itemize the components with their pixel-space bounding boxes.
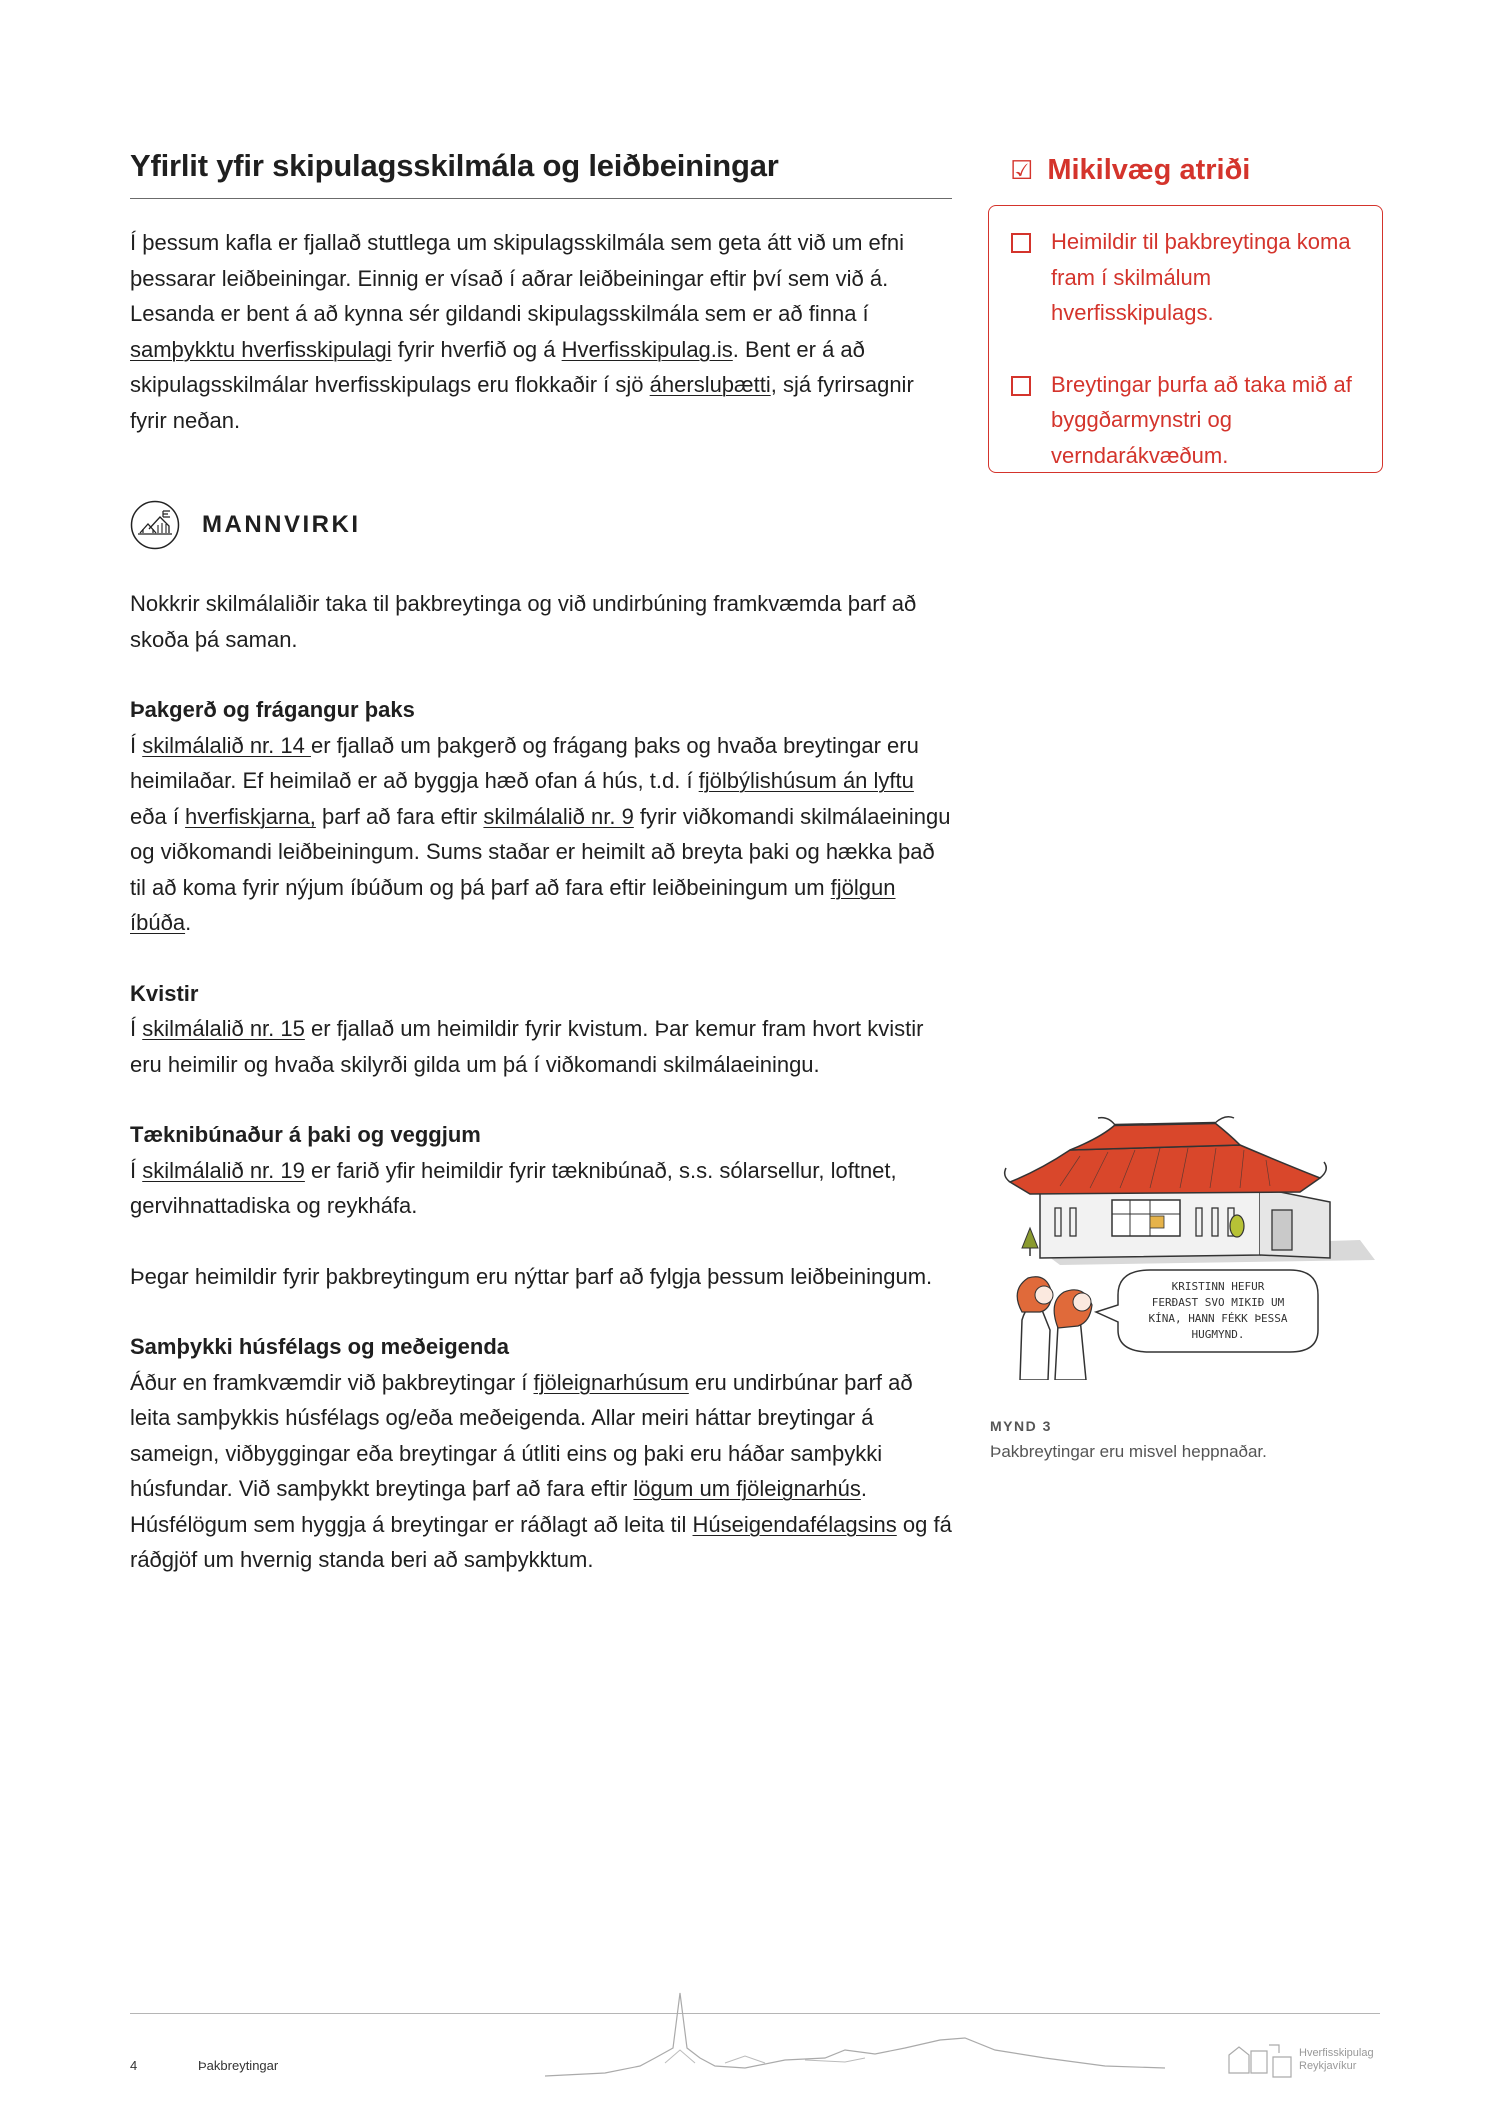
city-skyline-icon xyxy=(545,1988,1165,2078)
text: eða í xyxy=(130,803,186,829)
callout-column xyxy=(988,148,1383,473)
pagoda-house-illustration xyxy=(1000,1090,1390,1380)
tech-paragraph xyxy=(130,1153,952,1224)
checkbox-icon xyxy=(1011,376,1031,396)
logo-line: Reykjavíkur xyxy=(1299,2060,1357,2072)
approval-paragraph xyxy=(130,1365,952,1578)
callout-item xyxy=(1011,367,1360,474)
text: . Bent er á að skipulagsskilmálar hverfisskipulags eru flokkaðir í sjö xyxy=(130,336,865,397)
callout-title: Mikilvæg atriði xyxy=(1047,153,1251,186)
callout-item-text: Heimildir til þakbreytinga koma fram í skilmálum hverfisskipulags. xyxy=(1051,229,1351,325)
text: eru undirbúnar þarf að leita samþykkis húsfélags og/eða meðeigenda. Allar meiri háttar breytingar á sameign, viðbyggingar eða breytingar á útliti eins og þaki eru háðar samþykki húsfundar. Við samþykkt breytinga þarf að fara eftir xyxy=(130,1369,913,1501)
text: Í xyxy=(130,1157,143,1183)
link-hverfisskipulag-site[interactable]: Hverfisskipulag.is xyxy=(561,336,733,362)
text: fyrir hverfið og á xyxy=(391,336,562,362)
note-paragraph: Þegar heimildir fyrir þakbreytingum eru nýttar þarf að fylgja þessum leiðbeiningum. xyxy=(130,1263,933,1289)
dormer-heading: Kvistir xyxy=(130,980,199,1006)
link-homeowners-association[interactable]: Húseigendafélagsins xyxy=(692,1511,897,1537)
section-heading xyxy=(130,498,952,552)
roof-heading: Þakgerð og frágangur þaks xyxy=(130,697,415,722)
callout-item-text: Breytingar þurfa að taka mið af byggðarmynstri og verndarákvæðum. xyxy=(1051,371,1352,468)
bubble-line: KÍNA, HANN FÉKK ÞESSA xyxy=(1148,1312,1288,1325)
text: þarf að fara eftir xyxy=(315,803,484,829)
text: er fjallað um þakgerð og frágang þaks og hvaða breytingar eru heimilaðar. Ef heimilað er að byggja hæð ofan á hús, t.d. í xyxy=(130,732,919,793)
bubble-line: KRISTINN HEFUR xyxy=(1171,1280,1265,1293)
callout-item xyxy=(1011,224,1360,331)
link-clause-9[interactable]: skilmálalið nr. 9 xyxy=(483,803,634,829)
link-neighbourhood-core[interactable]: hverfiskjarna, xyxy=(185,803,316,829)
link-apartments-no-lift[interactable]: fjölbýlishúsum án lyftu xyxy=(698,768,914,793)
text: Áður en framkvæmdir við þakbreytingar í xyxy=(130,1369,534,1395)
text: er farið yfir heimildir fyrir tæknibúnað, s.s. sólarsellur, loftnet, gervihnattadiska og reykháfa. xyxy=(130,1157,897,1218)
bubble-line: FERÐAST SVO MIKIÐ UM xyxy=(1151,1296,1285,1309)
link-approved-plan[interactable]: samþykktu hverfisskipulagi xyxy=(130,336,392,362)
link-clause-14[interactable]: skilmálalið nr. 14 xyxy=(142,732,311,758)
page-title: Yfirlit yfir skipulagsskilmála og leiðbeiningar xyxy=(130,148,952,199)
checkbox-checked-icon: ☑ xyxy=(1010,154,1034,185)
building-roof-icon xyxy=(130,500,180,550)
footer-logo xyxy=(1227,2040,1382,2080)
figure-label: MYND 3 xyxy=(990,1418,1052,1434)
callout-heading xyxy=(988,148,1383,192)
logo-line: Hverfisskipulag xyxy=(1299,2047,1374,2059)
link-multi-owner-act[interactable]: lögum um fjöleignarhús xyxy=(633,1476,861,1501)
link-multi-owner-buildings[interactable]: fjöleignarhúsum xyxy=(533,1369,689,1395)
text: Í xyxy=(130,732,143,758)
text: Í þessum kafla er fjallað stuttlega um skipulagsskilmála sem geta átt við um efni þessarar leiðbeiningar. Einnig er vísað í aðrar leiðbeiningar eftir því sem við á. Lesanda er bent á að kynna sér gildandi skipulagsskilmála sem er að finna í xyxy=(130,230,905,326)
text: og fá ráðgjöf um hvernig standa beri að samþykktum. xyxy=(130,1511,952,1572)
text: . xyxy=(185,910,192,935)
checkbox-icon xyxy=(1011,233,1031,253)
section-intro: Nokkrir skilmálaliðir taka til þakbreytinga og við undirbúning framkvæmda þarf að skoða þá saman. xyxy=(130,591,917,652)
text: fyrir viðkomandi skilmálaeiningu og viðkomandi leiðbeiningum. Sums staðar er heimilt að breyta þaki og hækka það til að koma fyrir nýjum íbúðum og þá þarf að fara eftir leiðbeiningum um xyxy=(130,803,951,900)
callout-box xyxy=(988,205,1383,473)
tech-heading: Tæknibúnaður á þaki og veggjum xyxy=(130,1122,481,1147)
bubble-line: HUGMYND. xyxy=(1191,1328,1245,1341)
text: er fjallað um heimildir fyrir kvistum. Þar kemur fram hvort kvistir eru heimilir og hvaða skilyrði gilda um þá í viðkomandi skilmálaeiningu. xyxy=(130,1016,924,1077)
approval-heading: Samþykki húsfélags og meðeigenda xyxy=(130,1334,510,1359)
text: , sjá fyrirsagnir fyrir neðan. xyxy=(130,372,914,433)
text: . Húsfélögum sem hyggja á breytingar er ráðlagt að leita til xyxy=(130,1476,868,1537)
hverfisskipulag-logo-icon xyxy=(1227,2041,1295,2079)
section-title: MANNVIRKI xyxy=(202,511,361,538)
link-more-dwellings[interactable]: fjölgun íbúða xyxy=(130,874,896,935)
dormer-paragraph xyxy=(130,1011,952,1082)
footer-chapter: Þakbreytingar xyxy=(198,2058,279,2073)
page-number: 4 xyxy=(130,2058,138,2073)
link-clause-19[interactable]: skilmálalið nr. 19 xyxy=(142,1157,305,1183)
figure-caption: Þakbreytingar eru misvel heppnaðar. xyxy=(990,1442,1267,1461)
text: Í xyxy=(130,1016,143,1041)
intro-paragraph xyxy=(130,225,952,438)
main-column xyxy=(130,148,952,1578)
link-focus-areas[interactable]: áhersluþætti xyxy=(649,372,771,397)
roof-paragraph xyxy=(130,728,952,941)
link-clause-15[interactable]: skilmálalið nr. 15 xyxy=(142,1016,305,1041)
